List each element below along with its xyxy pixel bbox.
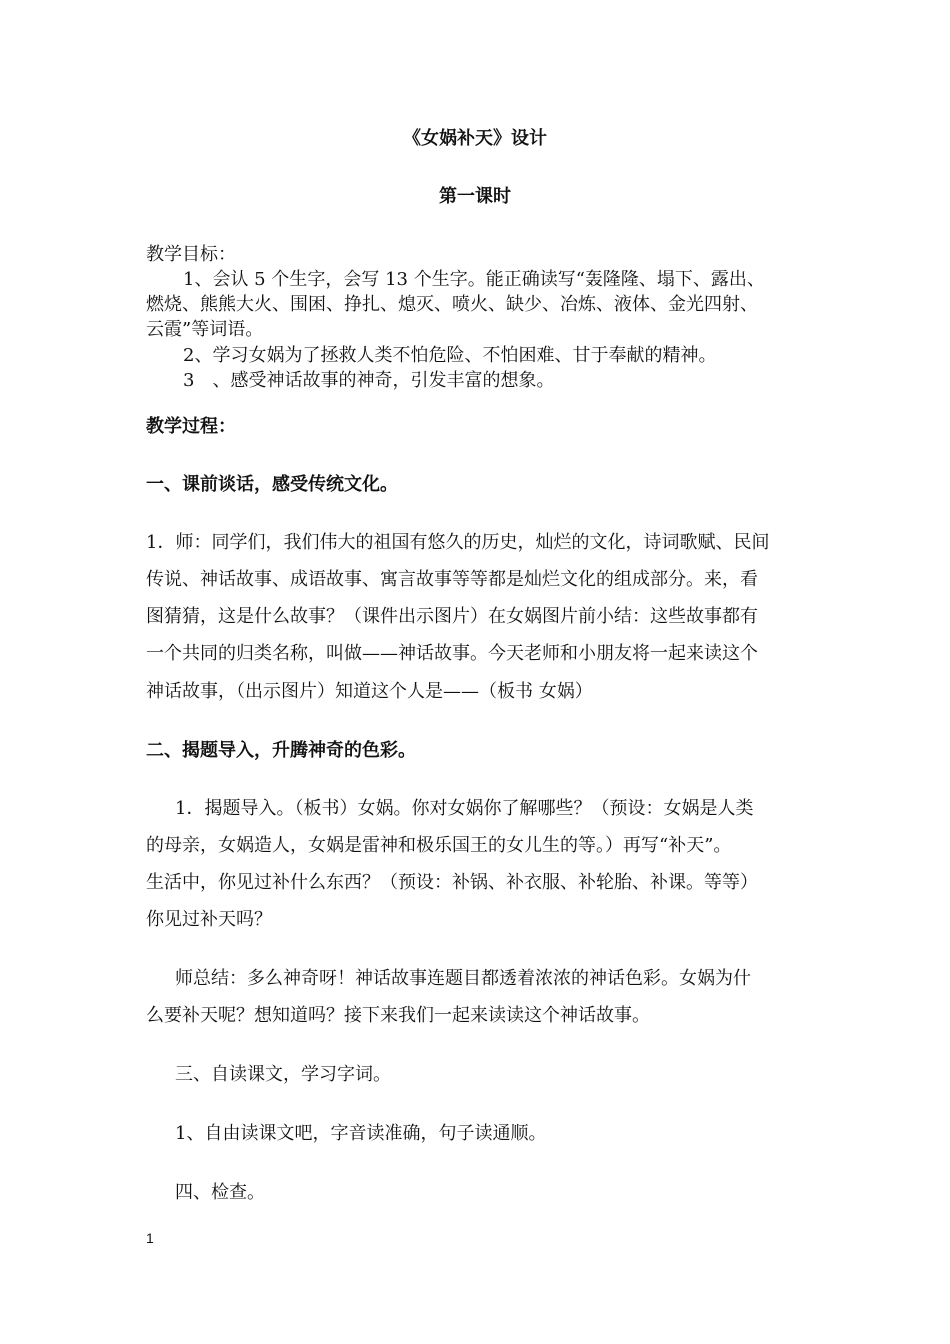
- section-1-line-5: 神话故事，（出示图片）知道这个人是——（板书 女娲）: [146, 681, 593, 702]
- document-subtitle: 第一课时: [439, 186, 511, 207]
- goal-1-line-3: 云霞”等词语。: [146, 319, 264, 340]
- section-3-item: 1、自由读课文吧，字音读准确，句子读通顺。: [175, 1123, 547, 1144]
- section-1-line-4: 一个共同的归类名称，叫做——神话故事。今天老师和小朋友将一起来读这个: [146, 643, 758, 664]
- section-1-line-3: 图猜猜，这是什么故事？（课件出示图片）在女娲图片前小结：这些故事都有: [146, 606, 758, 627]
- summary-line-2: 么要补天呢？想知道吗？接下来我们一起来读读这个神话故事。: [146, 1005, 650, 1026]
- process-heading: 教学过程：: [146, 416, 236, 437]
- section-1-line-1: 1．师：同学们，我们伟大的祖国有悠久的历史，灿烂的文化，诗词歌赋、民间: [146, 532, 770, 553]
- section-4-heading: 四、检查。: [175, 1182, 265, 1203]
- goal-3: 3 、感受神话故事的神奇，引发丰富的想象。: [183, 370, 555, 391]
- summary-line-1: 师总结：多么神奇呀！神话故事连题目都透着浓浓的神话色彩。女娲为什: [175, 968, 751, 989]
- section-2-line-3: 生活中，你见过补什么东西？（预设：补锅、补衣服、补轮胎、补课。等等）: [146, 872, 758, 893]
- section-2-line-1: 1．揭题导入。（板书）女娲。你对女娲你了解哪些？（预设：女娲是人类: [175, 798, 754, 819]
- section-2-line-4: 你见过补天吗？: [146, 909, 272, 930]
- goal-1-line-2: 燃烧、熊熊大火、围困、挣扎、熄灭、喷火、缺少、冶炼、液体、金光四射、: [146, 294, 758, 315]
- goals-heading: 教学目标：: [146, 244, 236, 265]
- section-2-line-2: 的母亲，女娲造人，女娲是雷神和极乐国王的女儿生的等。）再写“补天”。: [146, 835, 732, 856]
- goal-1-line-1: 1、会认 5 个生字，会写 13 个生字。能正确读写“轰隆隆、塌下、露出、: [183, 269, 765, 290]
- goal-2: 2、学习女娲为了拯救人类不怕危险、不怕困难、甘于奉献的精神。: [183, 345, 717, 366]
- section-1-heading: 一、课前谈话，感受传统文化。: [146, 474, 398, 495]
- section-1-line-2: 传说、神话故事、成语故事、寓言故事等等都是灿烂文化的组成部分。来，看: [146, 569, 758, 590]
- page-number: 1: [146, 1230, 154, 1246]
- section-2-heading: 二、揭题导入，升腾神奇的色彩。: [146, 740, 416, 761]
- section-3-heading: 三、自读课文，学习字词。: [175, 1064, 391, 1085]
- document-title: 《女娲补天》设计: [403, 128, 547, 149]
